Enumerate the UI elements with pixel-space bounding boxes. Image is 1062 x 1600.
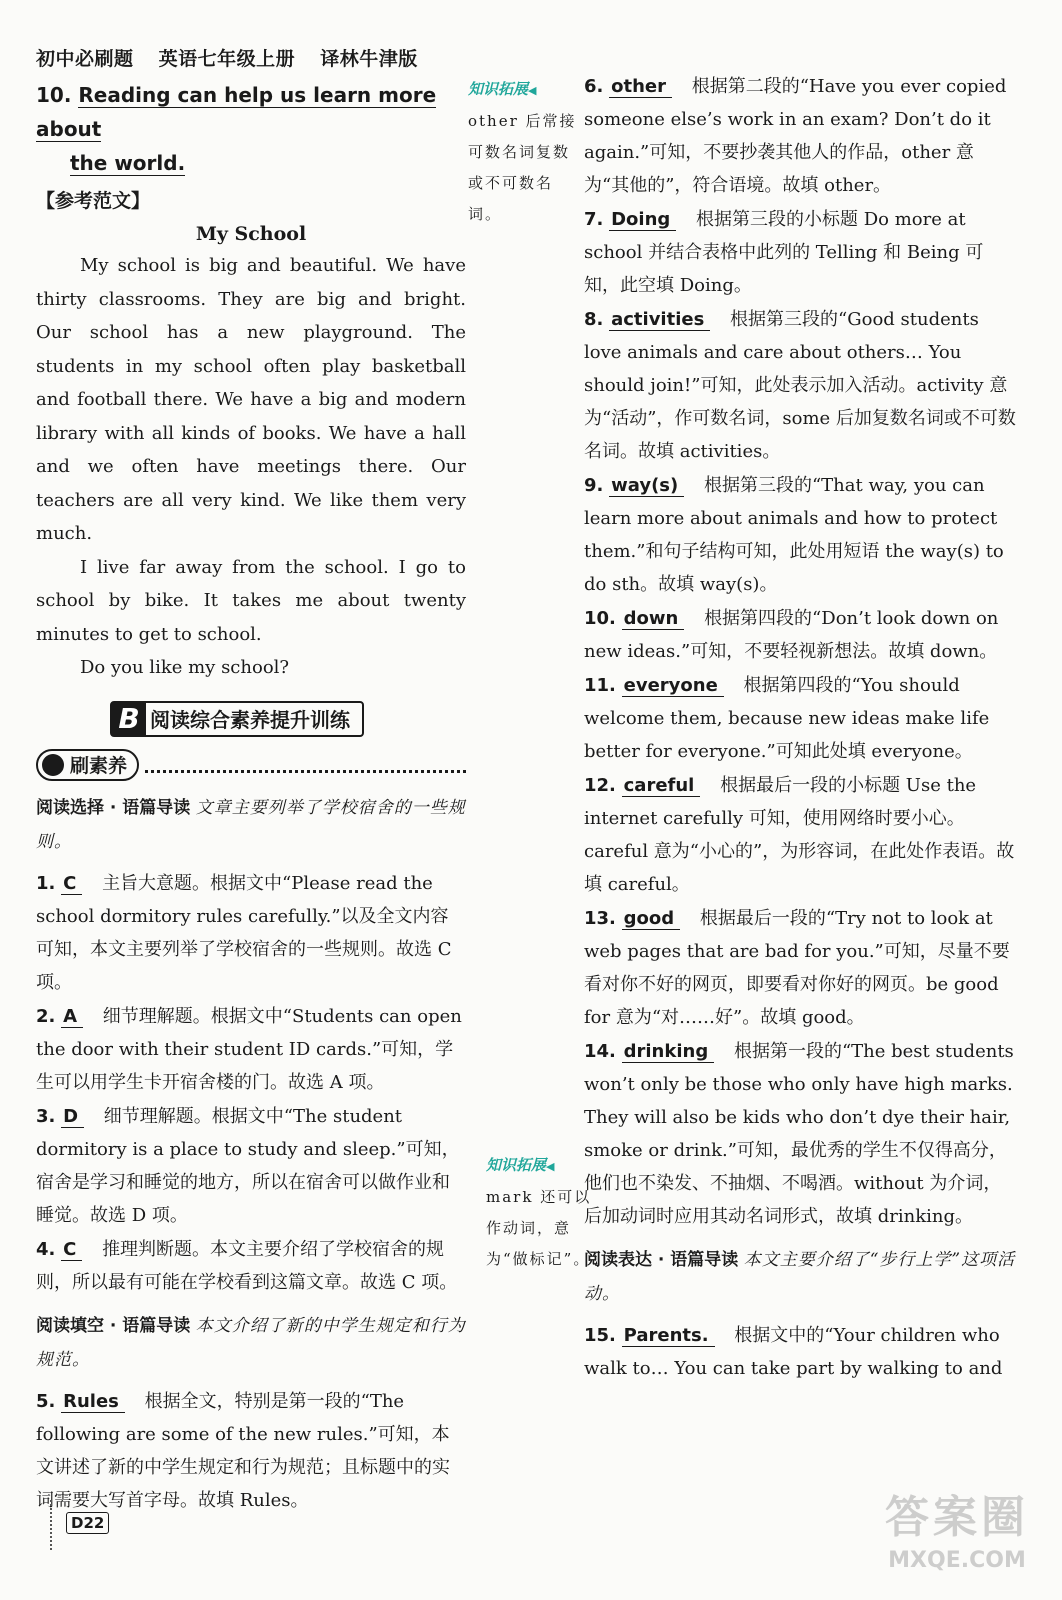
item-explanation: 根据第一段的“The best students won’t only be those who only have high marks. They will also be kids who don’t dye their hair, smoke or drink.”可知，最优秀的学生不仅得高分，他们也不染发、不抽烟、不喝酒。without 为介词，后加动词时应用其动名词形式，故填 drinking。 xyxy=(584,1041,1014,1227)
page-header xyxy=(36,44,436,71)
reading-fill-guide xyxy=(36,1309,466,1377)
item-answer: way(s) xyxy=(609,475,684,497)
item-explanation: 根据第四段的“You should welcome them, because new ideas make life better for everyone.”可知此处填 everyone。 xyxy=(584,675,990,762)
series-name: 初中必刷题 xyxy=(36,48,134,70)
guide-text: 本文主要介绍了“步行上学”这项活动。 xyxy=(584,1250,1016,1304)
item-explanation: 根据第三段的“That way, you can learn more about animals and how to protect them.”和句子结构可知，此处用短语 the way(s) to do sth。故填 way(s)。 xyxy=(584,475,1004,595)
edition-name: 译林牛津版 xyxy=(320,48,418,70)
brush-heading-row xyxy=(36,749,466,781)
essay-title: My School xyxy=(195,223,307,245)
item-number: 15. xyxy=(584,1325,616,1346)
triangle-icon: ◀ xyxy=(528,84,537,97)
note-tag: 知识拓展◀ xyxy=(486,1156,555,1174)
guide-text: 文章主要列举了学校宿舍的一些规则。 xyxy=(36,797,466,852)
answer-item xyxy=(584,669,1016,768)
item-answer: D xyxy=(61,1106,84,1128)
section-label: 阅读综合素养提升训练 xyxy=(150,708,350,732)
item-explanation: 根据最后一段的“Try not to look at web pages that are bad for you.”可知，尽量不要看对你不好的网页，即要看对你好的网页。be good for 意为“对……好”。故填 good。 xyxy=(584,908,1010,1028)
reading-choice-guide xyxy=(36,791,466,859)
item-answer: drinking xyxy=(622,1041,715,1063)
answer-item xyxy=(36,1385,466,1517)
guide-label: 阅读填空 · 语篇导读 xyxy=(36,1315,191,1336)
note-text: mark 还可以作动词，意为“做标记”。 xyxy=(486,1188,592,1268)
answer-item xyxy=(584,469,1016,601)
item-number: 3. xyxy=(36,1105,56,1127)
item-number: 4. xyxy=(36,1238,56,1260)
brush-label: 刷素养 xyxy=(70,755,128,777)
answer-item xyxy=(584,303,1016,468)
question-10-answer xyxy=(36,78,466,180)
item-number: 5. xyxy=(36,1390,56,1412)
item-number: 10. xyxy=(584,608,616,629)
reference-label: 【参考范文】 xyxy=(36,190,151,212)
item-answer: other xyxy=(609,76,672,98)
item-explanation: 根据最后一段的小标题 Use the internet carefully 可知，使用网络时要小心。careful 意为“小心的”，为形容词，在此处作表语。故填 careful。 xyxy=(584,775,1015,895)
item-explanation: 根据第四段的“Don’t look down on new ideas.”可知，不要轻视新想法。故填 down。 xyxy=(584,608,999,662)
item-explanation: 根据第三段的小标题 Do more at school 并结合表格中此列的 Telling 和 Being 可知，此空填 Doing。 xyxy=(584,209,984,296)
section-b-banner xyxy=(110,701,364,737)
triangle-icon: ◀ xyxy=(546,1160,555,1173)
essay-body xyxy=(36,249,466,685)
answer-item xyxy=(584,203,1016,302)
item-explanation: 根据第二段的“Have you ever copied someone else’s work in an exam? Don’t do it again.”可知，不要抄袭其他人的作品，other 意为“其他的”，符合语境。故填 other。 xyxy=(584,76,1007,196)
answer-item xyxy=(584,1319,1016,1385)
left-column xyxy=(36,78,466,1518)
site-watermark xyxy=(862,1488,1052,1588)
guide-text: 本文介绍了新的中学生规定和行为规范。 xyxy=(36,1315,466,1370)
item-number: 8. xyxy=(584,309,604,330)
item-answer: down xyxy=(622,608,685,630)
item-explanation: 根据文中的“Your children who walk to… You can take part by walking to and xyxy=(584,1325,1003,1379)
item-explanation: 根据全文，特别是第一段的“The following are some of the new rules.”可知，本文讲述了新的中学生规定和行为规范；且标题中的实词需要大写首字母。故填 Rules。 xyxy=(36,1390,450,1511)
item-answer: activities xyxy=(609,309,710,331)
item-number: 6. xyxy=(584,76,604,97)
answer-item xyxy=(584,602,1016,668)
item-number: 1. xyxy=(36,872,56,894)
guide-label: 阅读选择 · 语篇导读 xyxy=(36,797,191,818)
section-letter: B xyxy=(112,703,146,735)
margin-dots xyxy=(50,1500,52,1550)
answer-item xyxy=(584,70,1016,202)
item-answer: Doing xyxy=(609,209,676,231)
brush-icon xyxy=(42,754,64,776)
answer-item xyxy=(36,867,466,999)
item-answer: Rules xyxy=(61,1391,125,1413)
item-answer: careful xyxy=(622,775,701,797)
page-number: D22 xyxy=(66,1512,109,1534)
item-number: 11. xyxy=(584,675,616,696)
item-number: 12. xyxy=(584,775,616,796)
answer-item xyxy=(36,1100,466,1232)
right-column xyxy=(584,70,1016,1386)
essay-paragraph: My school is big and beautiful. We have thirty classrooms. They are big and bright. Our school has a new playground. The students in my school often play basketball and football there. We have a big and modern library with all kinds of books. We have a hall and we often have meetings there. Our teachers are all very kind. We like them very much. xyxy=(36,255,466,544)
subject-name: 英语七年级上册 xyxy=(158,48,296,70)
item-number: 14. xyxy=(584,1041,616,1062)
note-tag: 知识拓展◀ xyxy=(468,80,537,98)
answer-item xyxy=(584,1035,1016,1233)
item-answer: A xyxy=(61,1006,83,1028)
item-explanation: 细节理解题。根据文中“Students can open the door with their student ID cards.”可知，学生可以用学生卡开宿舍楼的门。故选 A 项。 xyxy=(36,1005,462,1093)
brush-badge xyxy=(36,749,139,781)
watermark-cn: 答案圈 xyxy=(885,1492,1029,1543)
question-number: 10. xyxy=(36,83,72,107)
answer-item xyxy=(36,1233,466,1299)
item-answer: C xyxy=(61,873,82,895)
item-explanation: 主旨大意题。根据文中“Please read the school dormitory rules carefully.”以及全文内容可知，本文主要列举了学校宿舍的一些规则。故选 C 项。 xyxy=(36,872,452,993)
item-number: 13. xyxy=(584,908,616,929)
item-answer: Parents. xyxy=(622,1325,715,1347)
watermark-en: MXQE.COM xyxy=(888,1548,1026,1573)
item-number: 7. xyxy=(584,209,604,230)
reading-express-guide xyxy=(584,1243,1016,1311)
item-number: 9. xyxy=(584,475,604,496)
answer-item xyxy=(584,769,1016,901)
answer-item xyxy=(584,902,1016,1034)
side-note-knowledge xyxy=(468,74,584,230)
item-answer: good xyxy=(622,908,681,930)
item-answer: C xyxy=(61,1239,82,1261)
guide-label: 阅读表达 · 语篇导读 xyxy=(584,1250,739,1270)
essay-paragraph: I live far away from the school. I go to school by bike. It takes me about twenty minutes to get to school. xyxy=(36,556,466,645)
item-answer: everyone xyxy=(622,675,724,697)
item-explanation: 根据第三段的“Good students love animals and care about others… You should join!”可知，此处表示加入活动。activity 意为“活动”，作可数名词，some 后加复数名词或不可数名词。故填 activities。 xyxy=(584,309,1016,462)
note-text: other 后常接可数名词复数或不可数名词。 xyxy=(468,112,577,223)
answer-item xyxy=(36,1000,466,1099)
dotted-divider xyxy=(145,756,466,773)
item-explanation: 细节理解题。根据文中“The student dormitory is a place to study and sleep.”可知，宿舍是学习和睡觉的地方，所以在宿舍可以做作业和睡觉。故选 D 项。 xyxy=(36,1105,460,1226)
answer-sentence-line1: Reading can help us learn more about xyxy=(36,83,437,141)
essay-paragraph: Do you like my school? xyxy=(80,657,290,678)
answer-sentence-line2: the world. xyxy=(70,151,186,175)
item-explanation: 推理判断题。本文主要介绍了学校宿舍的规则，所以最有可能在学校看到这篇文章。故选 C 项。 xyxy=(36,1238,458,1293)
item-number: 2. xyxy=(36,1005,56,1027)
